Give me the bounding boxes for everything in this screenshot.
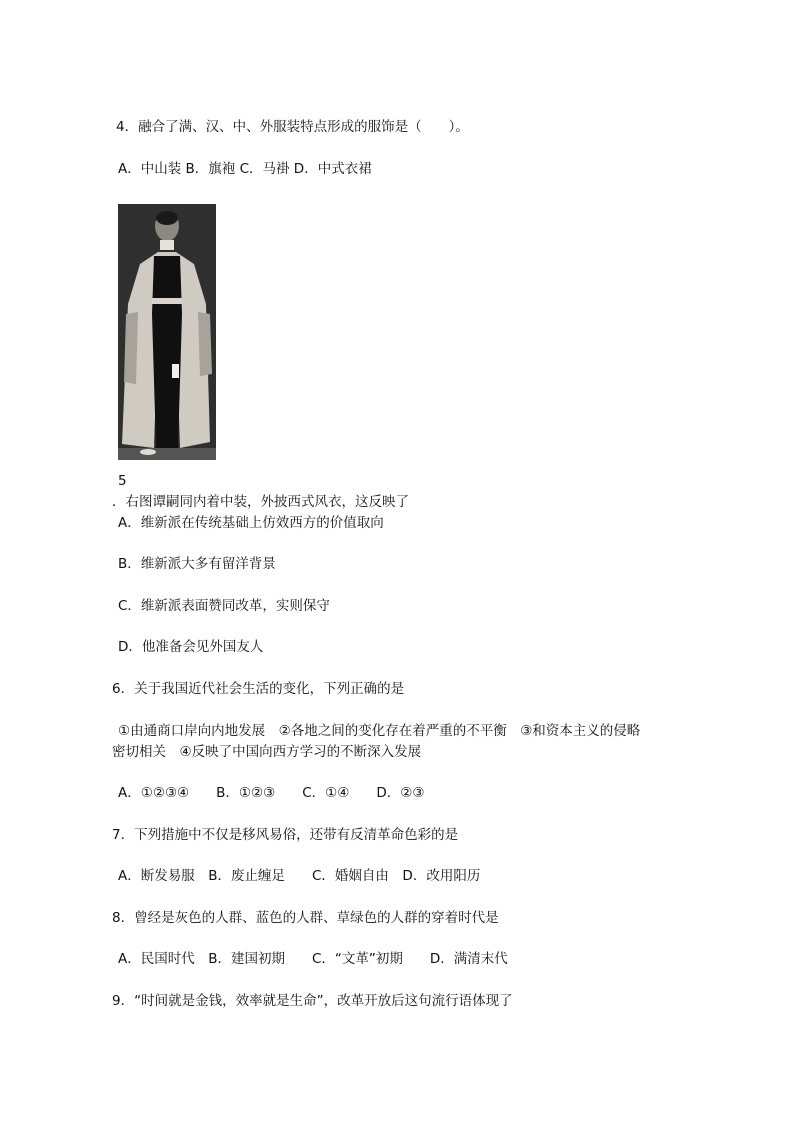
q7-options: A．断发易服 B．废止缠足 C．婚姻自由 D．改用阳历 xyxy=(118,868,481,884)
portrait-photo xyxy=(118,204,216,460)
q8-options: A．民国时代 B．建国初期 C．“文革”初期 D．满清末代 xyxy=(118,951,508,967)
q8-stem: 8．曾经是灰色的人群、蓝色的人群、草绿色的人群的穿着时代是 xyxy=(112,910,499,926)
q6-statements-line1: ①由通商口岸向内地发展 ②各地之间的变化存在着严重的不平衡 ③和资本主义的侵略 xyxy=(118,723,641,739)
q5-option-a: A．维新派在传统基础上仿效西方的价值取向 xyxy=(118,515,384,531)
q7-stem: 7．下列措施中不仅是移风易俗，还带有反清革命色彩的是 xyxy=(112,827,459,843)
q9-stem: 9．“时间就是金钱，效率就是生命”，改革开放后这句流行语体现了 xyxy=(112,993,513,1009)
q5-number: 5 xyxy=(118,473,127,489)
q5-option-c: C．维新派表面赞同改革，实则保守 xyxy=(118,598,330,614)
q6-options: A．①②③④ B．①②③ C．①④ D．②③ xyxy=(118,785,425,801)
q5-option-d: D．他准备会见外国友人 xyxy=(118,639,264,655)
q6-stem: 6．关于我国近代社会生活的变化，下列正确的是 xyxy=(112,681,405,697)
q4-options: A．中山装 B．旗袍 C．马褂 D．中式衣裙 xyxy=(118,161,372,177)
q6-statements-line2: 密切相关 ④反映了中国向西方学习的不断深入发展 xyxy=(112,744,422,760)
q5-option-b: B．维新派大多有留洋背景 xyxy=(118,556,276,572)
q5-stem: ．右图谭嗣同内着中装，外披西式风衣，这反映了 xyxy=(112,494,409,510)
q4-stem: 4．融合了满、汉、中、外服装特点形成的服饰是（ ）。 xyxy=(116,119,469,135)
